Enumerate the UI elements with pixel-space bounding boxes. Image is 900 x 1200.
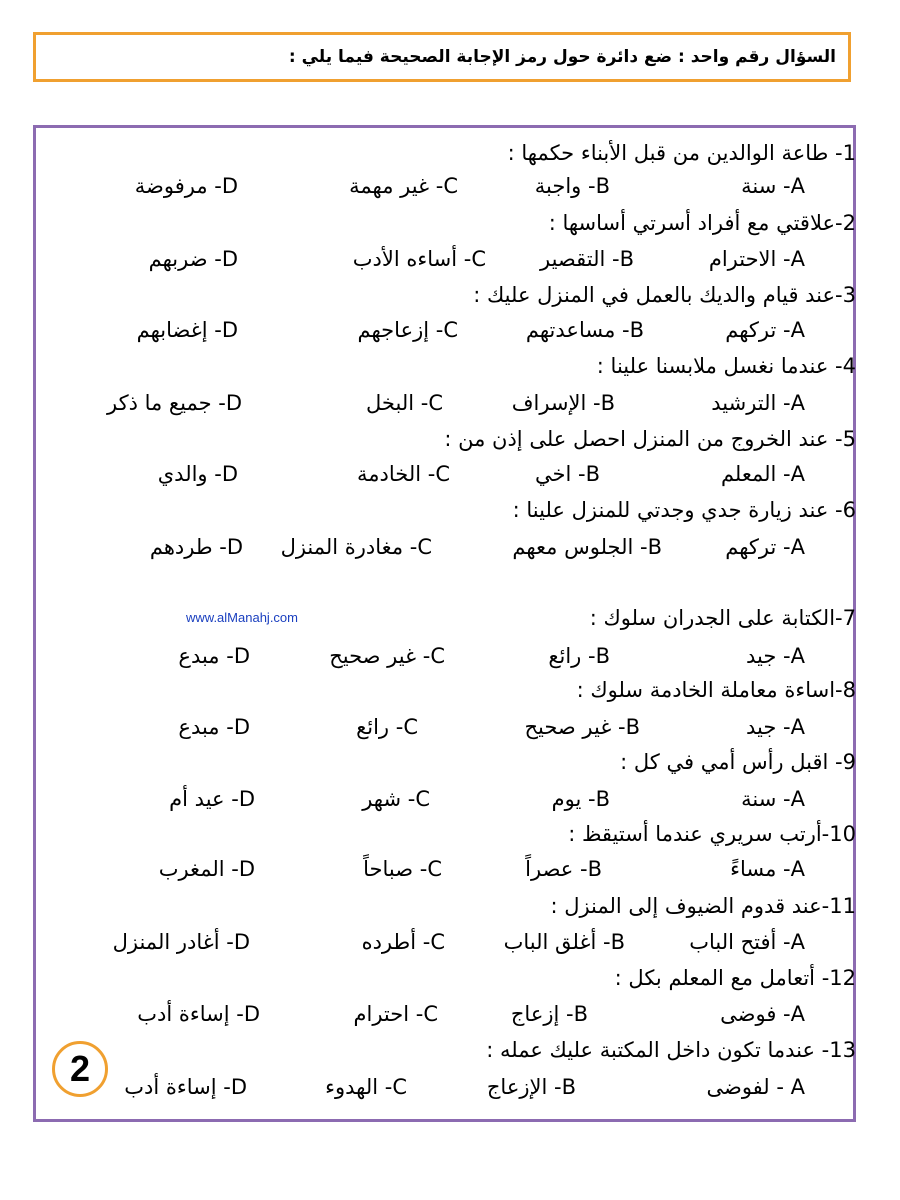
option-b[interactable]: B- إزعاج xyxy=(510,1002,588,1026)
page-number: 2 xyxy=(69,1048,91,1089)
question-3: 3-عند قيام والديك بالعمل في المنزل عليك : xyxy=(473,283,856,307)
option-a[interactable]: A- الترشيد xyxy=(711,391,805,415)
option-c[interactable]: C- صباحاً xyxy=(363,857,442,881)
option-a[interactable]: A- الاحترام xyxy=(708,247,805,271)
question-1: 1- طاعة الوالدين من قبل الأبناء حكمها : xyxy=(507,141,856,165)
question-12: 12- أتعامل مع المعلم بكل : xyxy=(614,966,856,990)
option-a[interactable]: A- جيد xyxy=(746,644,805,668)
option-c[interactable]: C- رائع xyxy=(356,715,418,739)
option-d[interactable]: D- مبدع xyxy=(178,715,250,739)
option-d[interactable]: D- إغضابهم xyxy=(136,318,238,342)
option-a[interactable]: A- سنة xyxy=(741,787,805,811)
option-a[interactable]: A- سنة xyxy=(741,174,805,198)
option-d[interactable]: D- جميع ما ذكر xyxy=(107,391,242,415)
option-a[interactable]: A- تركهم xyxy=(725,318,805,342)
option-c[interactable]: C- غير صحيح xyxy=(329,644,445,668)
option-c[interactable]: C- الهدوء xyxy=(325,1075,407,1099)
option-a[interactable]: A- المعلم xyxy=(720,462,805,486)
instruction-text: السؤال رقم واحد : ضع دائرة حول رمز الإجابة الصحيحة فيما يلي : xyxy=(288,47,836,67)
option-d[interactable]: D- المغرب xyxy=(158,857,255,881)
option-b[interactable]: B- الإسراف xyxy=(511,391,615,415)
option-c[interactable]: C- البخل xyxy=(366,391,443,415)
option-b[interactable]: B- مساعدتهم xyxy=(525,318,644,342)
option-c[interactable]: C- أطرده xyxy=(361,930,445,954)
option-b[interactable]: B- الإزعاج xyxy=(486,1075,576,1099)
option-b[interactable]: B- الجلوس معهم xyxy=(512,535,662,559)
option-b[interactable]: B- اخي xyxy=(535,462,600,486)
option-a[interactable]: A- فوضى xyxy=(720,1002,805,1026)
question-5: 5- عند الخروج من المنزل احصل على إذن من : xyxy=(444,427,856,451)
option-d[interactable]: D- إساءة أدب xyxy=(137,1002,260,1026)
option-a[interactable]: A- تركهم xyxy=(725,535,805,559)
question-6: 6- عند زيارة جدي وجدتي للمنزل علينا : xyxy=(512,498,856,522)
option-d[interactable]: D- مرفوضة xyxy=(134,174,238,198)
option-d[interactable]: D- عيد أم xyxy=(169,787,255,811)
option-b[interactable]: B- واجبة xyxy=(534,174,610,198)
option-b[interactable]: B- رائع xyxy=(548,644,610,668)
option-d[interactable]: D- مبدع xyxy=(178,644,250,668)
question-11: 11-عند قدوم الضيوف إلى المنزل : xyxy=(550,894,856,918)
option-b[interactable]: B- أغلق الباب xyxy=(503,930,625,954)
question-13: 13- عندما تكون داخل المكتبة عليك عمله : xyxy=(486,1038,856,1062)
option-a[interactable]: A - لفوضى xyxy=(706,1075,805,1099)
page-number-badge xyxy=(52,1041,108,1097)
option-d[interactable]: D- طردهم xyxy=(149,535,243,559)
option-a[interactable]: A- أفتح الباب xyxy=(689,930,805,954)
option-c[interactable]: C- الخادمة xyxy=(357,462,450,486)
option-a[interactable]: A- مساءً xyxy=(730,857,805,881)
question-9: 9- اقبل رأس أمي في كل : xyxy=(620,750,856,774)
question-10: 10-أرتب سريري عندما أستيقظ : xyxy=(568,822,856,846)
option-c[interactable]: C- احترام xyxy=(353,1002,438,1026)
option-d[interactable]: D- ضربهم xyxy=(148,247,238,271)
question-4: 4- عندما نغسل ملابسنا علينا : xyxy=(596,354,856,378)
question-2: 2-علاقتي مع أفراد أسرتي أساسها : xyxy=(548,211,856,235)
option-d[interactable]: D- إساءة أدب xyxy=(124,1075,247,1099)
option-b[interactable]: B- غير صحيح xyxy=(524,715,640,739)
instruction-header xyxy=(33,32,851,82)
option-d[interactable]: D- والدي xyxy=(157,462,238,486)
option-b[interactable]: B- عصراً xyxy=(525,857,602,881)
option-b[interactable]: B- يوم xyxy=(551,787,610,811)
watermark-link[interactable]: www.alManahj.com xyxy=(186,610,298,625)
question-7: 7-الكتابة على الجدران سلوك : xyxy=(589,606,856,630)
option-c[interactable]: C- مغادرة المنزل xyxy=(280,535,432,559)
option-c[interactable]: C- أساءه الأدب xyxy=(352,247,486,271)
option-a[interactable]: A- جيد xyxy=(746,715,805,739)
option-b[interactable]: B- التقصير xyxy=(539,247,634,271)
option-c[interactable]: C- شهر xyxy=(362,787,430,811)
option-c[interactable]: C- إزعاجهم xyxy=(357,318,458,342)
option-d[interactable]: D- أغادر المنزل xyxy=(112,930,250,954)
question-8: 8-اساءة معاملة الخادمة سلوك : xyxy=(576,678,856,702)
option-c[interactable]: C- غير مهمة xyxy=(349,174,458,198)
